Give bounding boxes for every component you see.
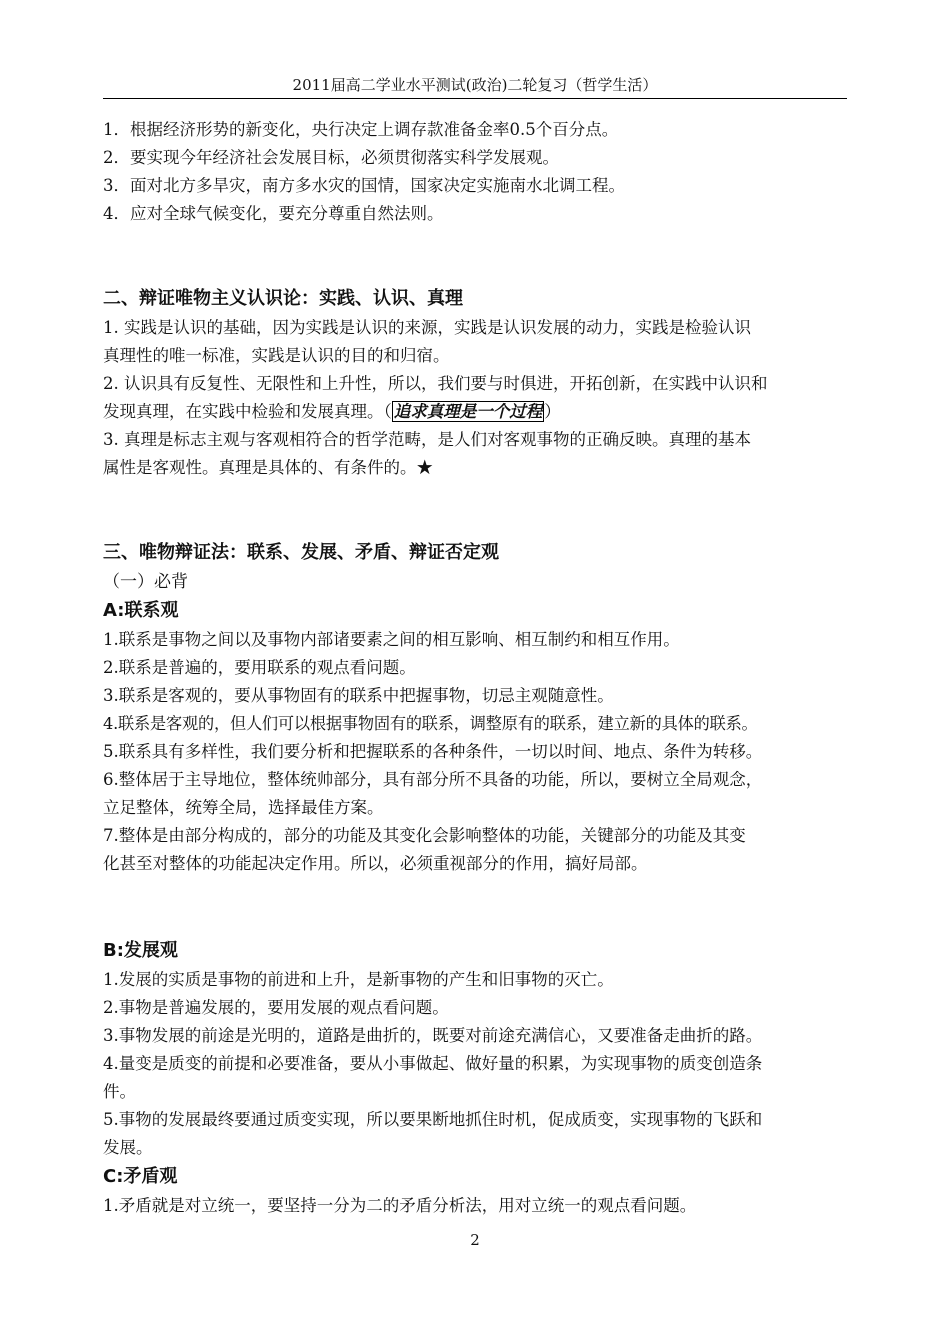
subsection-a-line: 7.整体是由部分构成的，部分的功能及其变化会影响整体的功能，关键部分的功能及其变: [103, 826, 746, 845]
page-content: [103, 116, 853, 1220]
subsection-a-line: 3.联系是客观的，要从事物固有的联系中把握事物，切忌主观随意性。: [103, 686, 614, 705]
page-header: 2011届高二学业水平测试(政治)二轮复习（哲学生活）: [292, 76, 658, 94]
section-2-item-2-line-1: 2. 认识具有反复性、无限性和上升性，所以，我们要与时俱进，开拓创新，在实践中认识和: [103, 374, 768, 393]
subsection-a-line: 化甚至对整体的功能起决定作用。所以，必须重视部分的作用，搞好局部。: [103, 854, 648, 873]
header-divider: [103, 98, 847, 99]
subsection-b-line: 3.事物发展的前途是光明的，道路是曲折的，既要对前途充满信心，又要准备走曲折的路。: [103, 1026, 763, 1045]
spacer: [103, 878, 853, 936]
subsection-a-line: 1.联系是事物之间以及事物内部诸要素之间的相互影响、相互制约和相互作用。: [103, 630, 680, 649]
section-2-item-3-line-1: 3. 真理是标志主观与客观相符合的哲学范畴，是人们对客观事物的正确反映。真理的基本: [103, 430, 751, 449]
subsection-b-line: 2.事物是普遍发展的，要用发展的观点看问题。: [103, 998, 449, 1017]
intro-item-3: 3．面对北方多旱灾，南方多水灾的国情，国家决定实施南水北调工程。: [103, 176, 625, 195]
section-2-item-2-line-2: [103, 398, 853, 426]
section-3-heading: 三、唯物辩证法：联系、发展、矛盾、辩证否定观: [103, 542, 499, 563]
section-epistemology: [103, 284, 853, 482]
subsection-b-line: 1.发展的实质是事物的前进和上升，是新事物的产生和旧事物的灭亡。: [103, 970, 614, 989]
intro-list: [103, 116, 853, 228]
subsection-b-line: 4.量变是质变的前提和必要准备，要从小事做起、做好量的积累，为实现事物的质变创造条: [103, 1054, 763, 1073]
section-2-item-2-suffix: ）: [544, 402, 561, 421]
subsection-b-line: 件。: [103, 1082, 136, 1101]
subsection-b-line: 发展。: [103, 1138, 153, 1157]
subsection-a-line: 4.联系是客观的，但人们可以根据事物固有的联系，调整原有的联系，建立新的具体的联系。: [103, 714, 758, 733]
section-2-heading: 二、辩证唯物主义认识论：实践、认识、真理: [103, 288, 463, 309]
section-dialectics: [103, 538, 853, 1220]
section-2-item-1-line-1: 1. 实践是认识的基础，因为实践是认识的来源，实践是认识发展的动力，实践是检验认识: [103, 318, 751, 337]
subsection-a-title: A:联系观: [103, 600, 179, 621]
section-2-item-3-line-2: 属性是客观性。真理是具体的、有条件的。★: [103, 458, 433, 477]
subsection-c-title: C:矛盾观: [103, 1166, 178, 1187]
subsection-b-title: B:发展观: [103, 940, 178, 961]
intro-item-2: 2．要实现今年经济社会发展目标，必须贯彻落实科学发展观。: [103, 148, 559, 167]
intro-item-1: 1．根据经济形势的新变化，央行决定上调存款准备金率0.5个百分点。: [103, 120, 619, 139]
section-3-subheading: （一）必背: [103, 572, 188, 592]
page-number: 2: [470, 1231, 480, 1249]
spacer: [103, 482, 853, 538]
intro-item-4: 4．应对全球气候变化，要充分尊重自然法则。: [103, 204, 444, 223]
subsection-c-line: 1.矛盾就是对立统一，要坚持一分为二的矛盾分析法，用对立统一的观点看问题。: [103, 1196, 697, 1215]
subsection-a-line: 5.联系具有多样性，我们要分析和把握联系的各种条件，一切以时间、地点、条件为转移。: [103, 742, 763, 761]
subsection-a-line: 6.整体居于主导地位，整体统帅部分，具有部分所不具备的功能，所以，要树立全局观念，: [103, 770, 763, 789]
subsection-a-line: 2.联系是普遍的，要用联系的观点看问题。: [103, 658, 416, 677]
spacer: [103, 228, 853, 284]
subsection-a-line: 立足整体，统筹全局，选择最佳方案。: [103, 798, 384, 817]
subsection-b-line: 5.事物的发展最终要通过质变实现，所以要果断地抓住时机，促成质变，实现事物的飞跃和: [103, 1110, 763, 1129]
section-2-item-1-line-2: 真理性的唯一标准，实践是认识的目的和归宿。: [103, 346, 450, 365]
section-2-item-2-prefix: 发现真理，在实践中检验和发展真理。（: [103, 402, 392, 421]
boxed-emphasis: 追求真理是一个过程: [393, 402, 543, 421]
